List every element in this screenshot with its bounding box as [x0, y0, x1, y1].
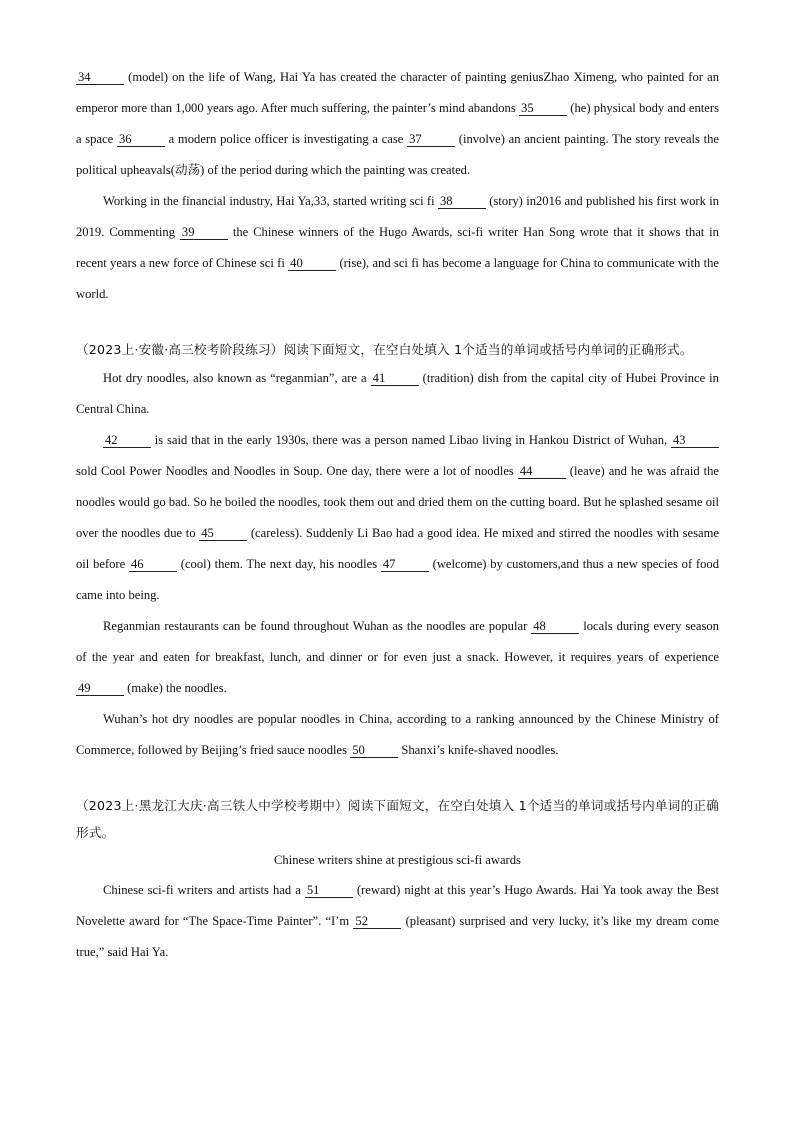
- text: (careless). Suddenly Li Bao had a good idea. He mixed and stirred the noodles with sesame oil before: [76, 526, 719, 571]
- text: (reward) night at this year’s Hugo Awards. Hai Ya took away the Best Novelette award for “The Space-Time Painter”. “I’m: [76, 883, 719, 928]
- section-b-paragraph-2: [76, 425, 719, 611]
- blank-44[interactable]: 44: [518, 465, 566, 479]
- section-c-paragraph-1: [76, 875, 719, 968]
- passage-c-title: Chinese writers shine at prestigious sci-fi awards: [274, 853, 521, 867]
- passage-a-paragraph-2: [76, 186, 719, 310]
- blank-49[interactable]: 49: [76, 682, 124, 696]
- text: (tradition) dish from the capital city of Hubei Province in Central China.: [76, 371, 719, 416]
- text: Shanxi’s knife-shaved noodles.: [401, 743, 559, 757]
- blank-41[interactable]: 41: [371, 372, 419, 386]
- text: (cool) them. The next day, his noodles: [180, 557, 378, 571]
- section-b-paragraph-3: [76, 611, 719, 704]
- blank-51[interactable]: 51: [305, 884, 353, 898]
- blank-47[interactable]: 47: [381, 558, 429, 572]
- text: Wuhan’s hot dry noodles are popular noodles in China, according to a ranking announced by the Chinese Ministry of Commerce, followed by Beijing’s fried sauce noodles: [76, 712, 719, 757]
- text: (rise), and sci fi has become a language for China to communicate with the world.: [76, 256, 719, 301]
- text: (he) physical body and enters a space: [76, 101, 719, 146]
- blank-40[interactable]: 40: [288, 257, 336, 271]
- text: (pleasant) surprised and very lucky, it’s like my dream come true,” said Hai Ya.: [76, 914, 720, 959]
- section-b-paragraph-4: [76, 704, 719, 766]
- section-c-heading: （2023上·黑龙江大庆·高三铁人中学校考期中）阅读下面短文，在空白处填入 1个适当的单词或括号内单词的正确形式。: [76, 798, 719, 840]
- blank-43[interactable]: 43: [671, 434, 719, 448]
- text: a modern police officer is investigating a case: [168, 132, 404, 146]
- blank-52[interactable]: 52: [353, 915, 401, 929]
- text: (make) the noodles.: [127, 681, 227, 695]
- blank-39[interactable]: 39: [180, 226, 228, 240]
- blank-36[interactable]: 36: [117, 133, 165, 147]
- blank-35[interactable]: 35: [519, 102, 567, 116]
- text: (story) in2016 and published his first work in 2019. Commenting: [76, 194, 720, 239]
- text: Hot dry noodles, also known as “reganmian”, are a: [103, 371, 367, 385]
- passage-a-paragraph-1: [76, 62, 719, 186]
- text: locals during every season of the year and eaten for breakfast, lunch, and dinner or for even just a snack. However, it requires years of experience: [76, 619, 719, 664]
- text: sold Cool Power Noodles and Noodles in Soup. One day, there were a lot of noodles: [76, 464, 514, 478]
- blank-37[interactable]: 37: [407, 133, 455, 147]
- text: (involve) an ancient painting. The story reveals the political upheavals(动荡) of the period during which the painting was created.: [76, 132, 720, 177]
- blank-38[interactable]: 38: [438, 195, 486, 209]
- blank-42[interactable]: 42: [103, 434, 151, 448]
- text: the Chinese winners of the Hugo Awards, sci-fi writer Han Song wrote that it shows that in recent years a new force of Chinese sci fi: [76, 225, 719, 270]
- section-b-heading: （2023上·安徽·高三校考阶段练习）阅读下面短文，在空白处填入 1个适当的单词或括号内单词的正确形式。: [76, 342, 693, 357]
- text: Chinese sci-fi writers and artists had a: [103, 883, 301, 897]
- blank-48[interactable]: 48: [531, 620, 579, 634]
- text: Reganmian restaurants can be found throughout Wuhan as the noodles are popular: [103, 619, 528, 633]
- section-b-paragraph-1: [76, 363, 719, 425]
- text: Working in the financial industry, Hai Ya,33, started writing sci fi: [103, 194, 435, 208]
- blank-50[interactable]: 50: [350, 744, 398, 758]
- document-page: [76, 62, 719, 968]
- text: is said that in the early 1930s, there was a person named Libao living in Hankou District of Wuhan,: [154, 433, 668, 447]
- blank-46[interactable]: 46: [129, 558, 177, 572]
- text: (welcome) by customers,and thus a new species of food came into being.: [76, 557, 720, 602]
- text: (leave) and he was afraid the noodles would go bad. So he boiled the noodles, took them out and dried them on the cutting board. But he splashed sesame oil over the noodles due to: [76, 464, 719, 540]
- text: (model) on the life of Wang, Hai Ya has created the character of painting geniusZhao Ximeng, who painted for an emperor more than 1,000 years ago. After much suffering, the painter’s mind abandons: [76, 70, 719, 115]
- blank-34[interactable]: 34: [76, 71, 124, 85]
- blank-45[interactable]: 45: [199, 527, 247, 541]
